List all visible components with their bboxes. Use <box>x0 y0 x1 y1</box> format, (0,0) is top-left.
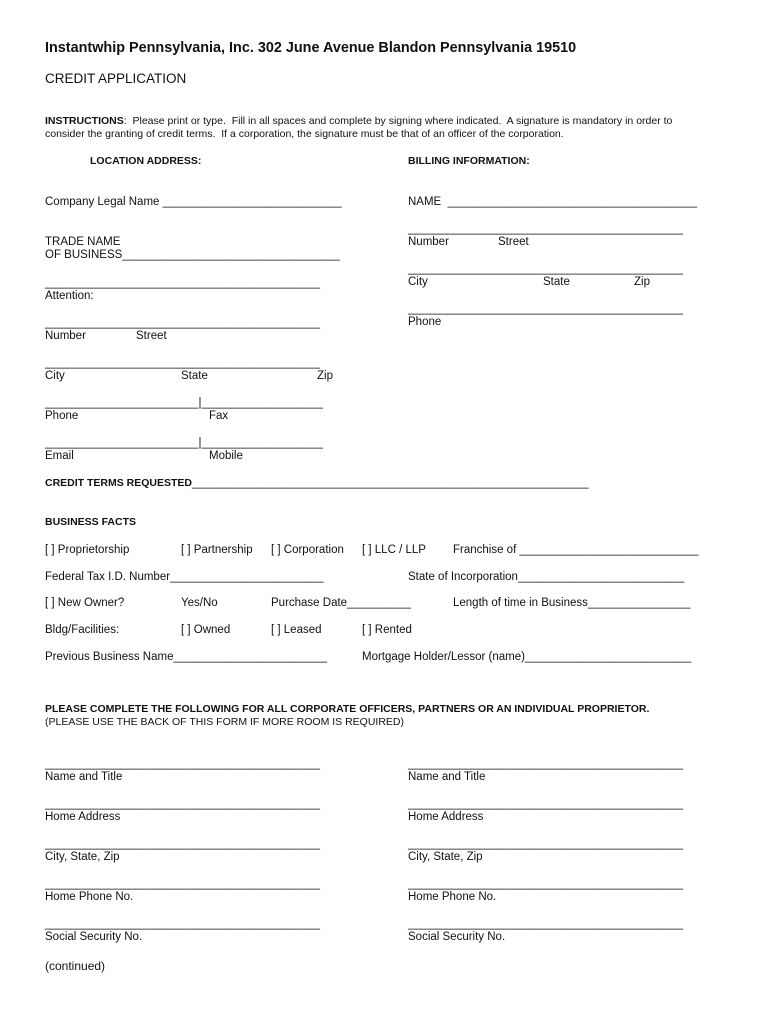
federal-tax-id-field[interactable]: Federal Tax I.D. Number________________________ <box>45 571 324 583</box>
instructions-line-1 <box>45 115 672 128</box>
billing-number-label: Number <box>408 236 449 248</box>
officer-1-home-phone-label: Home Phone No. <box>45 891 134 903</box>
officer-1-ssn-label: Social Security No. <box>45 931 143 943</box>
attention-label: Attention: <box>45 290 94 302</box>
corporation-checkbox[interactable]: [ ] Corporation <box>271 544 344 556</box>
instructions-label: INSTRUCTIONS <box>45 115 124 127</box>
billing-street-label: Street <box>498 236 529 248</box>
officer-1-home-address-label: Home Address <box>45 811 121 823</box>
credit-terms-field[interactable]: ______________________________________________________________ <box>192 477 589 489</box>
billing-zip-label: Zip <box>634 276 650 288</box>
officer-2-home-address-label: Home Address <box>408 811 484 823</box>
billing-state-label: State <box>543 276 570 288</box>
attention-field[interactable]: ___________________________________________ <box>45 277 321 289</box>
location-street-label: Street <box>136 330 167 342</box>
franchise-field[interactable]: Franchise of ____________________________ <box>453 544 699 556</box>
location-zip-label: Zip <box>317 370 333 382</box>
officer-2-name-title-label: Name and Title <box>408 771 486 783</box>
phone-fax-field[interactable]: ________________________|___________________ <box>45 397 324 409</box>
instructions-line-2: consider the granting of credit terms. If a corporation, the signature must be that of an officer of the corporation. <box>45 128 564 140</box>
trade-name-label: TRADE NAME <box>45 236 121 248</box>
officers-heading: PLEASE COMPLETE THE FOLLOWING FOR ALL CORPORATE OFFICERS, PARTNERS OR AN INDIVIDUAL PROPRIETOR. <box>45 703 650 715</box>
officer-2-ssn-label: Social Security No. <box>408 931 506 943</box>
billing-phone-label: Phone <box>408 316 442 328</box>
previous-business-name-field[interactable]: Previous Business Name________________________ <box>45 651 327 663</box>
officer-2-ssn-field[interactable]: ___________________________________________ <box>408 918 684 930</box>
mobile-label: Mobile <box>209 450 243 462</box>
officer-2-city-state-zip-field[interactable]: ___________________________________________ <box>408 838 684 850</box>
billing-city-state-zip-field[interactable]: ___________________________________________ <box>408 263 684 275</box>
owned-checkbox[interactable]: [ ] Owned <box>181 624 231 636</box>
officer-2-city-state-zip-label: City, State, Zip <box>408 851 483 863</box>
officer-2-home-phone-label: Home Phone No. <box>408 891 497 903</box>
location-number-label: Number <box>45 330 86 342</box>
business-facts-heading: BUSINESS FACTS <box>45 516 137 528</box>
officer-2-home-address-field[interactable]: ___________________________________________ <box>408 798 684 810</box>
yes-no-label: Yes/No <box>181 597 218 609</box>
company-legal-name-field[interactable]: Company Legal Name ____________________________ <box>45 196 342 208</box>
officer-2-home-phone-field[interactable]: ___________________________________________ <box>408 878 684 890</box>
email-label: Email <box>45 450 74 462</box>
location-address-heading: LOCATION ADDRESS: <box>90 155 202 167</box>
officer-1-name-title-label: Name and Title <box>45 771 123 783</box>
officer-1-name-title-field[interactable]: ___________________________________________ <box>45 758 321 770</box>
new-owner-checkbox[interactable]: [ ] New Owner? <box>45 597 125 609</box>
rented-checkbox[interactable]: [ ] Rented <box>362 624 412 636</box>
billing-phone-field[interactable]: ___________________________________________ <box>408 303 684 315</box>
billing-city-label: City <box>408 276 428 288</box>
state-of-incorporation-field[interactable]: State of Incorporation__________________________ <box>408 571 685 583</box>
trade-name-field[interactable]: OF BUSINESS__________________________________ <box>45 249 340 261</box>
continued-note: (continued) <box>45 959 106 973</box>
bldg-facilities-label: Bldg/Facilities: <box>45 624 120 636</box>
officer-2-name-title-field[interactable]: ___________________________________________ <box>408 758 684 770</box>
credit-terms-row[interactable] <box>45 476 589 490</box>
location-city-state-zip-field[interactable]: ___________________________________________ <box>45 357 321 369</box>
billing-name-field[interactable]: NAME _______________________________________ <box>408 196 698 208</box>
phone-label: Phone <box>45 410 79 422</box>
llc-llp-checkbox[interactable]: [ ] LLC / LLP <box>362 544 426 556</box>
partnership-checkbox[interactable]: [ ] Partnership <box>181 544 253 556</box>
purchase-date-field[interactable]: Purchase Date__________ <box>271 597 412 609</box>
officer-1-home-address-field[interactable]: ___________________________________________ <box>45 798 321 810</box>
proprietorship-checkbox[interactable]: [ ] Proprietorship <box>45 544 130 556</box>
officer-1-ssn-field[interactable]: ___________________________________________ <box>45 918 321 930</box>
officers-note: (PLEASE USE THE BACK OF THIS FORM IF MORE ROOM IS REQUIRED) <box>45 716 404 728</box>
fax-label: Fax <box>209 410 229 422</box>
location-city-label: City <box>45 370 65 382</box>
company-title: Instantwhip Pennsylvania, Inc. 302 June Avenue Blandon Pennsylvania 19510 <box>45 39 577 56</box>
credit-terms-label: CREDIT TERMS REQUESTED <box>45 477 193 489</box>
location-state-label: State <box>181 370 208 382</box>
billing-information-heading: BILLING INFORMATION: <box>408 155 530 167</box>
mortgage-holder-field[interactable]: Mortgage Holder/Lessor (name)__________________________ <box>362 651 692 663</box>
officer-1-home-phone-field[interactable]: ___________________________________________ <box>45 878 321 890</box>
form-title: CREDIT APPLICATION <box>45 71 187 86</box>
email-mobile-field[interactable]: ________________________|___________________ <box>45 437 324 449</box>
leased-checkbox[interactable]: [ ] Leased <box>271 624 322 636</box>
officer-1-city-state-zip-field[interactable]: ___________________________________________ <box>45 838 321 850</box>
location-number-street-field[interactable]: ___________________________________________ <box>45 317 321 329</box>
length-in-business-field[interactable]: Length of time in Business________________ <box>453 597 691 609</box>
instructions-text-1: : Please print or type. Fill in all spaces and complete by signing where indicated. A signature is mandatory in order to <box>123 115 673 127</box>
billing-number-street-field[interactable]: ___________________________________________ <box>408 223 684 235</box>
officer-1-city-state-zip-label: City, State, Zip <box>45 851 120 863</box>
